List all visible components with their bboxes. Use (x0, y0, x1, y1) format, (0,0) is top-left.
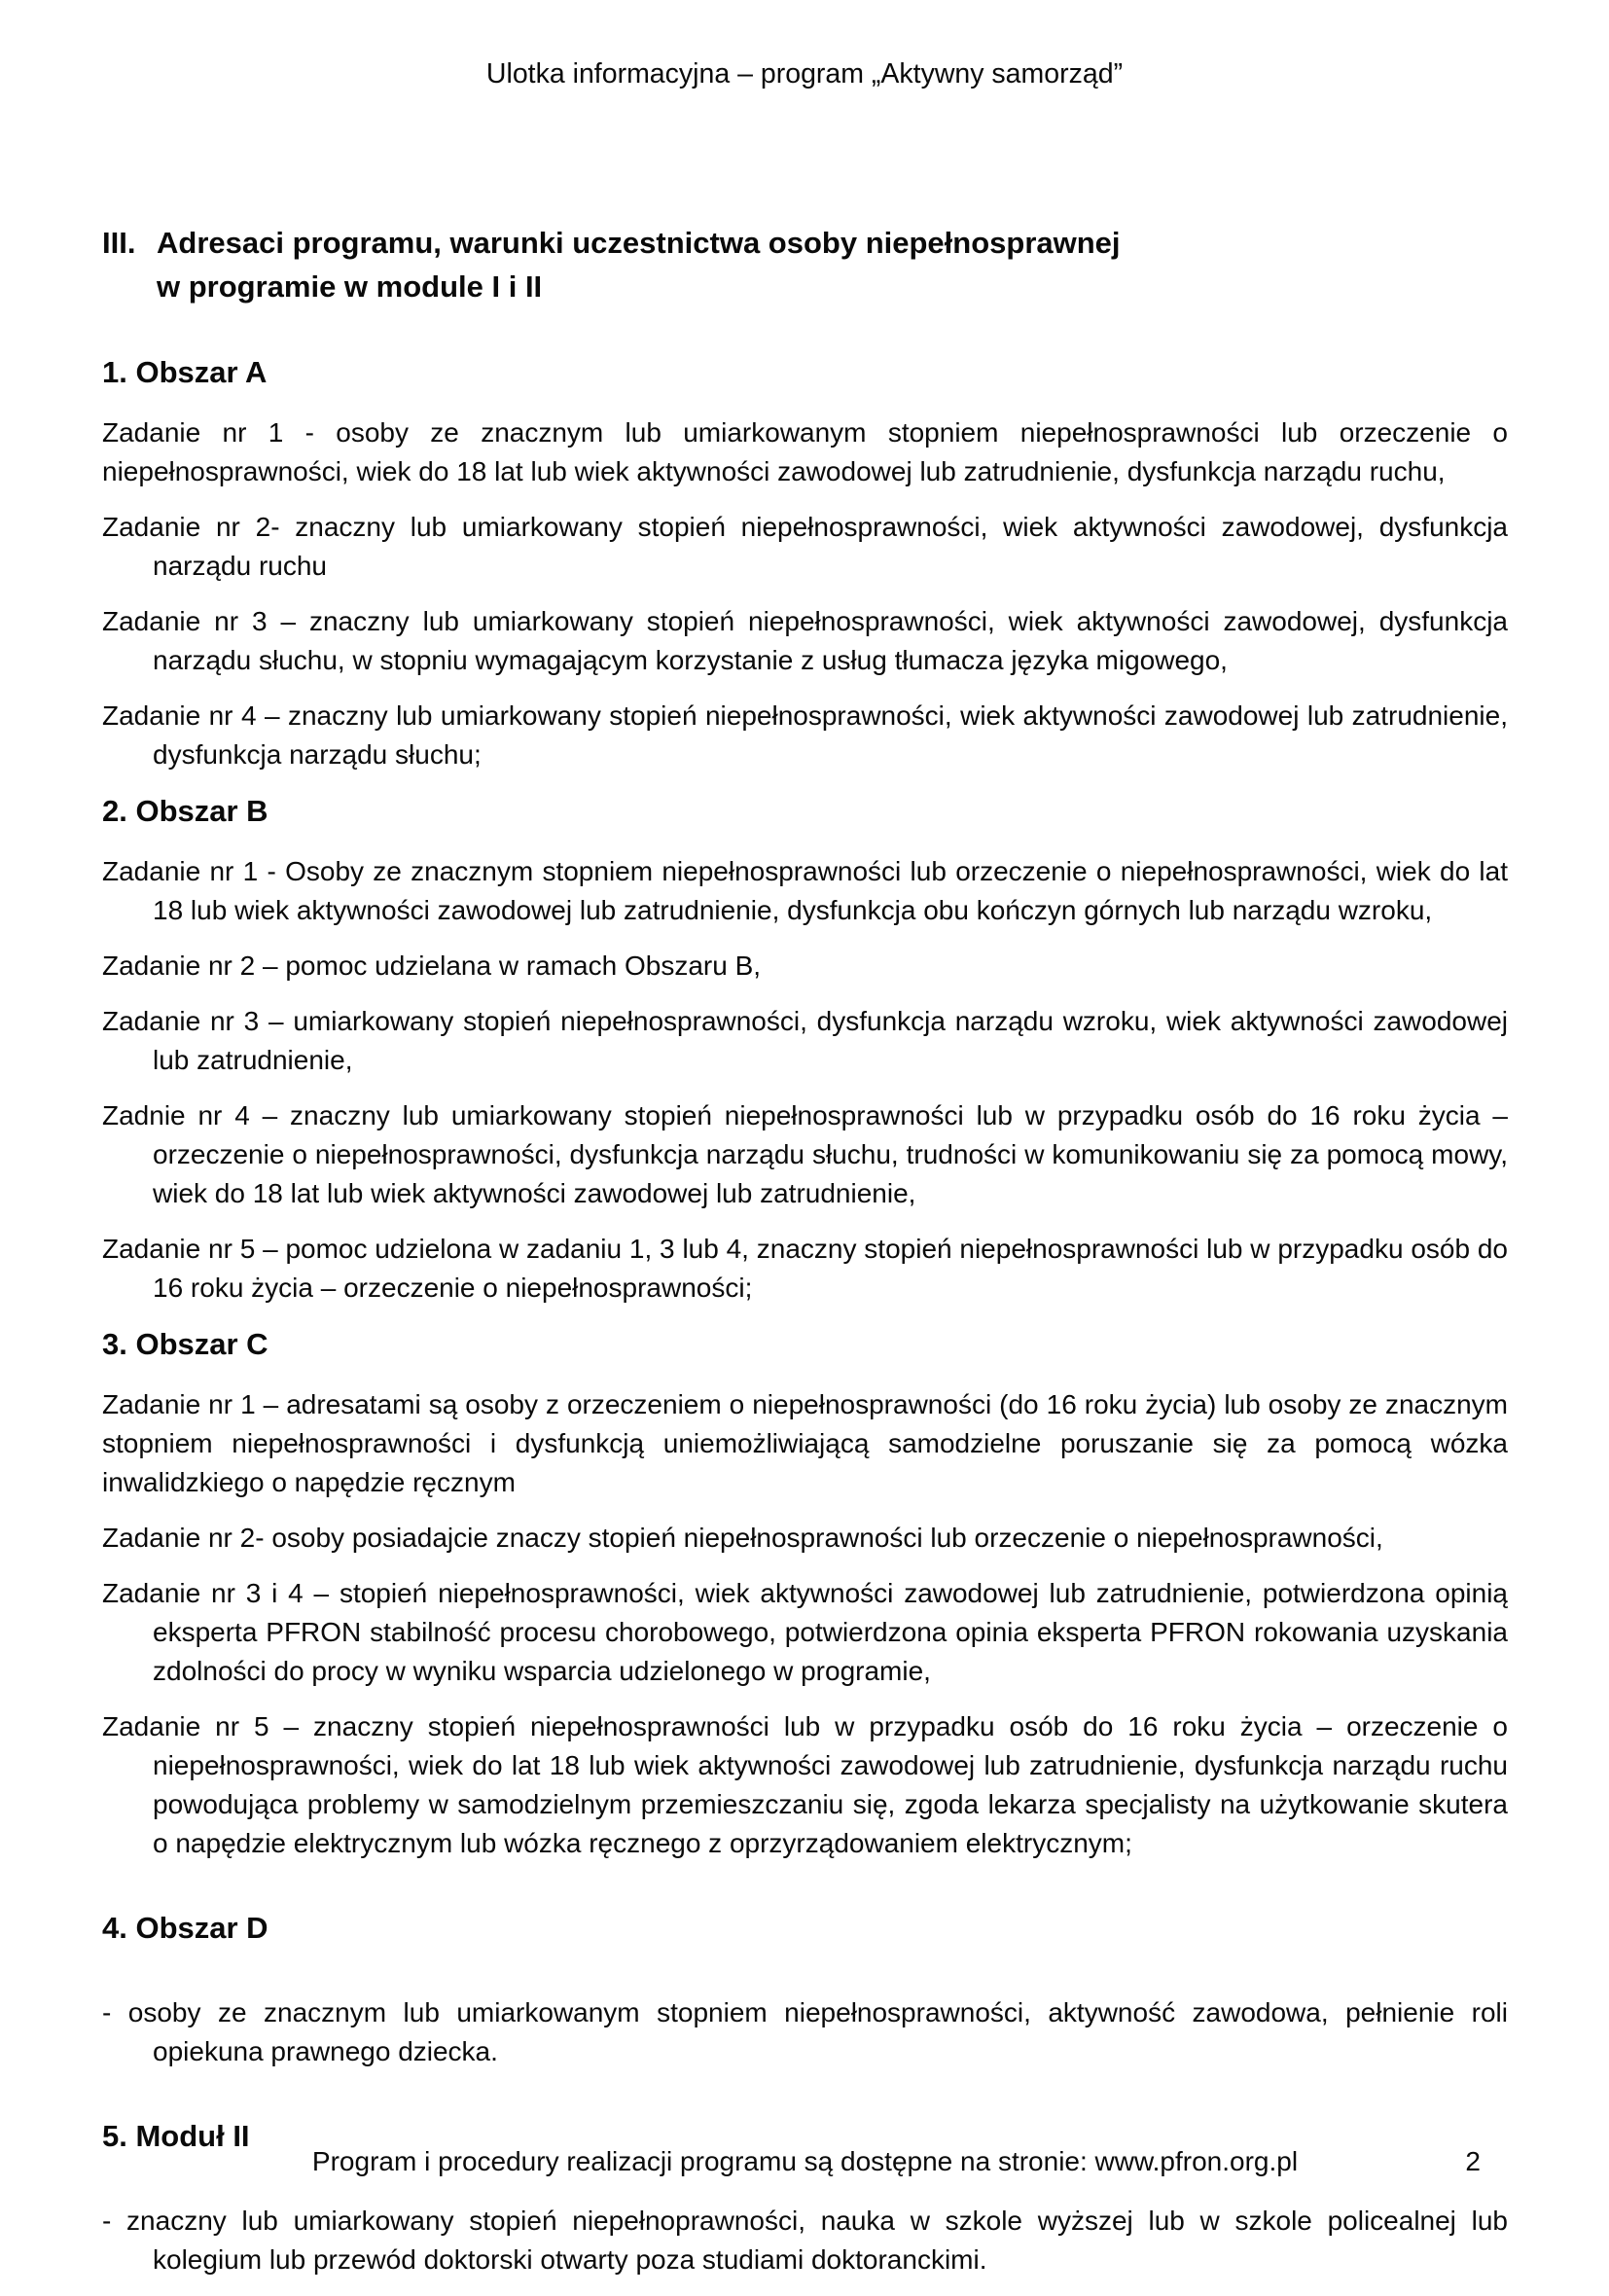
paragraph-modul-ii-1: - znaczny lub umiarkowany stopień niepełnoprawności, nauka w szkole wyższej lub w szkole policealnej lub kolegium lub przewód doktorski otwarty poza studiami doktoranckimi. (102, 2206, 1508, 2276)
paragraph-a-zadanie-3: Zadanie nr 3 – znaczny lub umiarkowany stopień niepełnosprawności, wiek aktywności zawodowej, dysfunkcja narządu słuchu, w stopniu wymagającym korzystanie z usług tłumacza języka migowego, (102, 605, 1508, 675)
paragraph-a-zadanie-4: Zadanie nr 4 – znaczny lub umiarkowany stopień niepełnosprawności, wiek aktywności zawodowej lub zatrudnienie, dysfunkcja narządu słuchu; (102, 700, 1508, 770)
footer-text: Program i procedury realizacji programu są dostępne na stronie: www.pfron.org.pl (311, 2146, 1299, 2176)
paragraph-a-zadanie-2: Zadanie nr 2- znaczny lub umiarkowany stopień niepełnosprawności, wiek aktywności zawodowej, dysfunkcja narządu ruchu (102, 511, 1508, 581)
section-obszar-d (102, 1908, 1508, 2071)
heading-number: III. (102, 226, 136, 260)
paragraph-b-zadanie-4: Zadnie nr 4 – znaczny lub umiarkowany stopień niepełnosprawności lub w przypadku osób do 16 roku życia – orzeczenie o niepełnosprawności, dysfunkcja narządu słuchu, trudności w komunikowaniu się za pomocą mowy, wiek do 18 lat lub wiek aktywności zawodowej lub zatrudnienie, (102, 1099, 1508, 1209)
paragraph-b-zadanie-1: Zadanie nr 1 - Osoby ze znacznym stopniem niepełnosprawności lub orzeczenie o niepełnosprawności, wiek do lat 18 lub wiek aktywności zawodowej lub zatrudnienie, dysfunkcja obu kończyn górnych lub narządu wzroku, (102, 855, 1508, 925)
document-footer (102, 2144, 1508, 2179)
paragraph-c-zadanie-5: Zadanie nr 5 – znaczny stopień niepełnosprawności lub w przypadku osób do 16 roku życia – orzeczenie o niepełnosprawności, wiek do lat 18 lub wiek aktywności zawodowej lub zatrudnienie, dysfunkcja narządu ruchu powodująca problemy w samodzielnym przemieszczaniu się, zgoda lekarza specjalisty na użytkowanie skutera o napędzie elektrycznym lub wózka ręcznego z oprzyrządowaniem elektrycznym; (102, 1711, 1508, 1859)
page-number: 2 (1465, 2146, 1481, 2176)
heading-line-2: w programie w module I i II (157, 269, 543, 304)
section-title-obszar-d: 4. Obszar D (102, 1911, 268, 1946)
paragraph-a-zadanie-1: Zadanie nr 1 - osoby ze znacznym lub umiarkowanym stopniem niepełnosprawności lub orzeczenie o niepełnosprawności, wiek do 18 lat lub wiek aktywności zawodowej lub zatrudnienie, dysfunkcja narządu ruchu, (102, 416, 1508, 486)
heading-text (157, 222, 1508, 309)
paragraph-b-zadanie-3: Zadanie nr 3 – umiarkowany stopień niepełnosprawności, dysfunkcja narządu wzroku, wiek aktywności zawodowej lub zatrudnienie, (102, 1005, 1508, 1075)
section-obszar-c (102, 1324, 1508, 1863)
section-title-modul-ii: 5. Moduł II (102, 2119, 250, 2154)
section-title-obszar-b: 2. Obszar B (102, 793, 268, 828)
section-obszar-a (102, 352, 1508, 774)
section-iii-heading (102, 222, 1508, 309)
paragraph-d-1: - osoby ze znacznym lub umiarkowanym stopniem niepełnosprawności, aktywność zawodowa, pełnienie roli opiekuna prawnego dziecka. (102, 1997, 1508, 2067)
paragraph-c-zadanie-3-4: Zadanie nr 3 i 4 – stopień niepełnosprawności, wiek aktywności zawodowej lub zatrudnienie, potwierdzona opinią eksperta PFRON stabilność procesu chorobowego, potwierdzona opinia eksperta PFRON rokowania uzyskania zdolności do procy w wyniku wsparcia udzielonego w programie, (102, 1578, 1508, 1687)
paragraph-b-zadanie-2: Zadanie nr 2 – pomoc udzielana w ramach Obszaru B, (102, 950, 762, 981)
section-modul-ii (102, 2116, 1508, 2279)
paragraph-c-zadanie-1: Zadanie nr 1 – adresatami są osoby z orzeczeniem o niepełnosprawności (do 16 roku życia) lub osoby ze znacznym stopniem niepełnosprawności i dysfunkcją uniemożliwiającą samodzielne poruszanie się za pomocą wózka inwalidzkiego o napędzie ręcznym (102, 1388, 1508, 1498)
heading-line-1: Adresaci programu, warunki uczestnictwa osoby niepełnosprawnej (157, 226, 1121, 260)
section-title-obszar-c: 3. Obszar C (102, 1327, 268, 1362)
document-header-title: Ulotka informacyjna – program „Aktywny samorząd” (485, 58, 1124, 90)
section-obszar-b (102, 791, 1508, 1308)
paragraph-c-zadanie-2: Zadanie nr 2- osoby posiadajcie znaczy stopień niepełnosprawności lub orzeczenie o niepełnosprawności, (102, 1523, 1383, 1554)
document-body (102, 222, 1508, 2296)
section-title-obszar-a: 1. Obszar A (102, 354, 268, 389)
paragraph-b-zadanie-5: Zadanie nr 5 – pomoc udzielona w zadaniu 1, 3 lub 4, znaczny stopień niepełnosprawności lub w przypadku osób do 16 roku życia – orzeczenie o niepełnosprawności; (102, 1234, 1508, 1304)
